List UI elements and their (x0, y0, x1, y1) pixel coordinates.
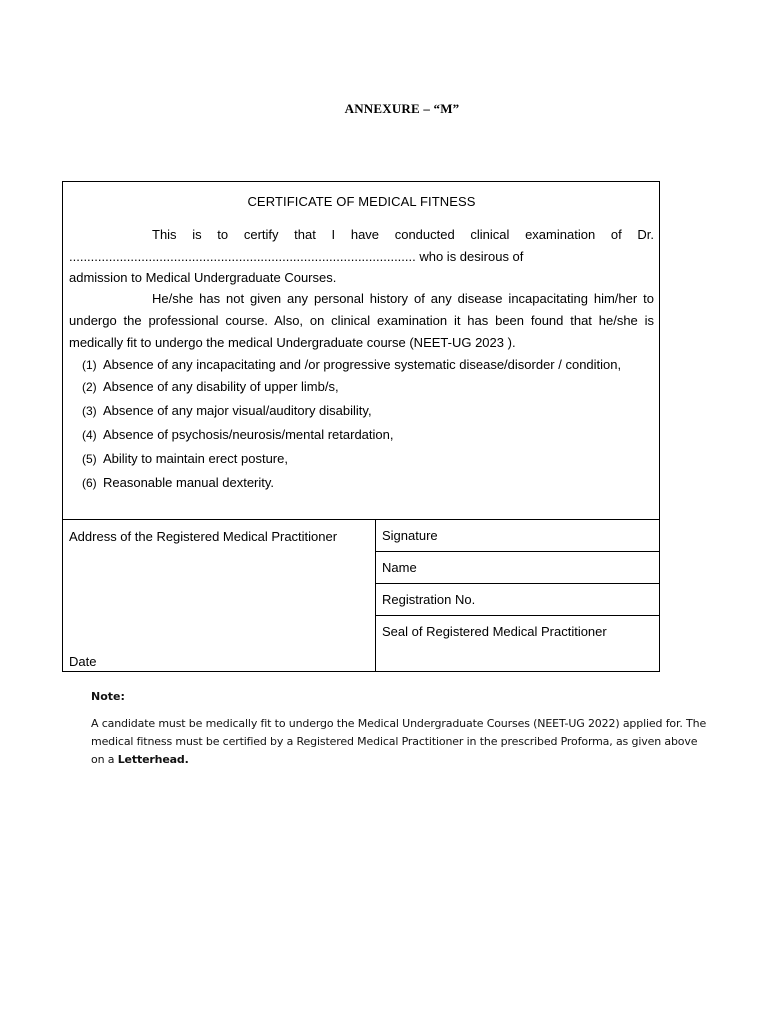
name-row (376, 552, 659, 584)
list-item (69, 400, 654, 424)
date-label: Date (69, 654, 97, 669)
doctor-name-line (69, 246, 654, 267)
name-label: Name (382, 560, 417, 575)
annexure-heading: ANNEXURE – “M” (344, 101, 460, 116)
signature-section (63, 520, 659, 671)
note-title: Note: (91, 690, 125, 703)
list-item (69, 424, 654, 448)
seal-label: Seal of Registered Medical Practitioner (382, 624, 607, 639)
list-item (69, 448, 654, 472)
desirous-text: who is desirous of (415, 249, 524, 264)
list-item (69, 354, 654, 376)
address-label: Address of the Registered Medical Practitioner (69, 529, 338, 544)
history-paragraph: He/she has not given any personal history of any disease incapacitating him/her to undergo the professional course. Also, on clinical examination it has been found that he/she is medically fit to undergo the medical Undergraduate course (NEET-UG 2023 ). (69, 291, 654, 350)
address-cell (63, 520, 376, 671)
item-number: (6) (82, 476, 97, 490)
practitioner-details (376, 520, 659, 671)
certify-line: This is to certify that I have conducted clinical examination of Dr. (152, 227, 654, 242)
registration-label: Registration No. (382, 592, 476, 607)
note-emphasis: Letterhead. (117, 753, 189, 766)
certificate-box (62, 181, 660, 672)
item-text: Ability to maintain erect posture, (103, 451, 288, 466)
note-text (91, 715, 711, 769)
item-text: Absence of any incapacitating and /or progressive systematic disease/disorder / condition, (103, 357, 622, 372)
signature-row (376, 520, 659, 552)
note-body: A candidate must be medically fit to undergo the Medical Undergraduate Courses (NEET-UG 2022) applied for. The medical fitness must be certified by a Registered Medical Practitioner in the prescribed Proforma, as given above on a (91, 717, 707, 766)
dotted-blank: ................................................................................................ (69, 249, 416, 264)
list-item (69, 472, 654, 496)
signature-label: Signature (382, 528, 438, 543)
item-text: Absence of any major visual/auditory disability, (103, 403, 372, 418)
certificate-title: CERTIFICATE OF MEDICAL FITNESS (247, 194, 476, 209)
item-number: (4) (82, 428, 97, 442)
conditions-list (69, 354, 654, 496)
registration-row (376, 584, 659, 616)
item-text: Absence of any disability of upper limb/s, (103, 379, 339, 394)
item-text: Absence of psychosis/neurosis/mental retardation, (103, 427, 394, 442)
item-number: (1) (82, 358, 97, 372)
seal-row (376, 616, 659, 671)
item-number: (3) (82, 404, 97, 418)
note-section (91, 690, 711, 769)
admission-line: admission to Medical Undergraduate Courses. (69, 270, 337, 285)
item-number: (2) (82, 380, 97, 394)
certificate-body (63, 182, 659, 520)
list-item (69, 376, 654, 400)
item-number: (5) (82, 452, 97, 466)
item-text: Reasonable manual dexterity. (103, 475, 275, 490)
